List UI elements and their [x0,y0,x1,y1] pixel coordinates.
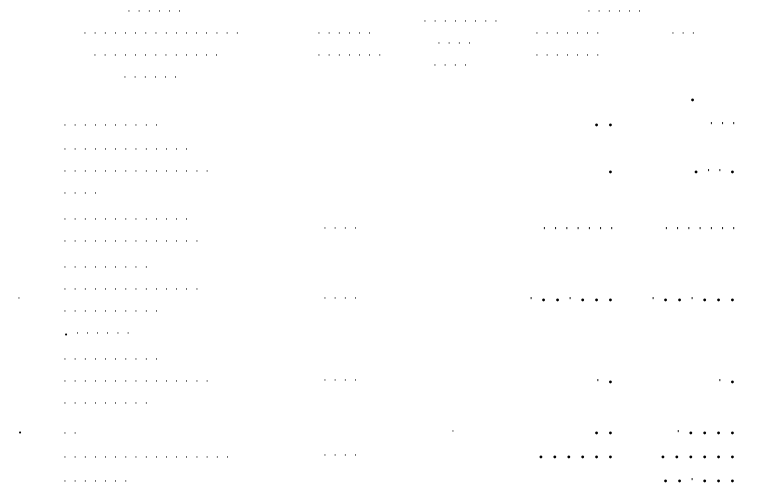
row-reference: ' ' ' ' [324,296,360,304]
row-description-line: ' ' ' ' ' ' ' ' ' [64,401,151,409]
row-description-line: ' ' ' ' ' ' ' ' ' ' [64,123,161,131]
row-marker: ' [452,429,454,437]
header-line: ' ' ' ' ' ' [318,31,374,39]
row-value-current: • [607,168,616,177]
row-value-current: • • [593,429,616,438]
row-description [64,424,314,446]
row-description-line: ' ' ' ' ' ' ' ' ' ' [64,357,161,365]
row-value-previous: • • • • • • [660,453,738,462]
header-line: ' ' ' ' ' ' ' [536,31,602,39]
row-description [64,472,314,494]
row-value-previous: ' • [718,378,738,387]
row-value-current: ' • [596,378,616,387]
row-value-current: • • • • • • [538,453,616,462]
header-line: ' ' ' ' [438,41,474,49]
table-row [0,472,758,496]
header-column-previous [672,24,697,46]
row-value-current: • • [593,121,616,130]
row-description-line: ' ' ' ' ' ' ' ' ' ' ' ' ' [64,147,191,155]
row-description [64,140,314,206]
header-line: ' ' ' ' ' ' ' ' [424,19,500,27]
table-row [0,448,758,472]
header-line: ' ' ' ' ' ' ' [318,53,384,61]
table-row [0,258,758,339]
row-value-previous: ' ' ' [710,121,738,130]
row-reference: ' ' ' ' [324,378,360,386]
marker-dot: • [690,96,696,105]
header-line: ' ' ' ' ' ' ' ' ' ' ' ' ' ' ' ' [84,31,242,39]
row-reference: ' ' ' ' [324,226,360,234]
row-description-line: ' ' ' ' ' ' ' ' ' ' ' ' ' [64,217,191,225]
header-line: ' ' ' [672,31,698,39]
row-description [64,210,314,254]
header-column-period [424,12,500,78]
row-value-previous: ' • • ' • • • [651,296,738,305]
header-line: ' ' ' ' [434,63,470,71]
table-row [0,424,758,448]
row-description-line: ' ' ' ' ' ' ' [64,479,130,487]
row-value-previous: • ' ' • [693,168,738,177]
row-value-previous: ' • • • • [676,429,738,438]
header-column-reference [318,24,384,68]
row-value-previous: ' ' ' ' ' ' ' [665,226,738,235]
header-line: ' ' ' ' ' ' [124,75,180,83]
row-description [64,258,314,346]
row-value-previous: • • ' • • • [663,477,738,486]
row-description-line: ' ' ' ' ' ' ' ' ' ' ' ' ' ' [64,239,201,247]
row-description [64,116,314,138]
row-value-current: ' ' ' ' ' ' ' [543,226,616,235]
row-description-line: ' ' ' ' ' ' ' ' ' ' ' ' ' ' [64,287,201,295]
header-line: ' ' ' ' ' ' [128,9,184,17]
row-description-line: • ' ' ' ' ' ' [64,331,133,339]
table-row [0,116,758,140]
row-value-current: ' • • ' • • • [529,296,616,305]
row-description-line: ' ' ' ' ' ' ' ' ' [64,265,151,273]
row-number: • [18,429,25,437]
row-description-line: ' ' [64,431,80,439]
header-line: ' ' ' ' ' ' ' ' ' ' ' ' ' [94,53,221,61]
table-row [0,140,758,199]
row-reference: ' ' ' ' [324,453,360,461]
row-description [64,448,314,470]
header-column-current [536,2,644,68]
header-column-description [64,2,314,90]
header-line: ' ' ' ' ' ' [588,9,644,17]
row-description-line: ' ' ' ' ' ' ' ' ' ' ' ' ' ' ' [64,379,212,387]
row-description-line: ' ' ' ' ' ' ' ' ' ' ' ' ' ' ' [64,169,212,177]
header-line: ' ' ' ' ' ' ' [536,53,602,61]
table-row [0,350,758,409]
row-description-line: ' ' ' ' ' ' ' ' ' ' ' ' ' ' ' ' ' [64,455,232,463]
row-description-line: ' ' ' ' ' ' ' ' ' ' [64,309,161,317]
row-description-line: ' ' ' ' [64,191,100,199]
row-number: ' [18,296,22,304]
table-row [0,210,758,247]
row-description [64,350,314,416]
